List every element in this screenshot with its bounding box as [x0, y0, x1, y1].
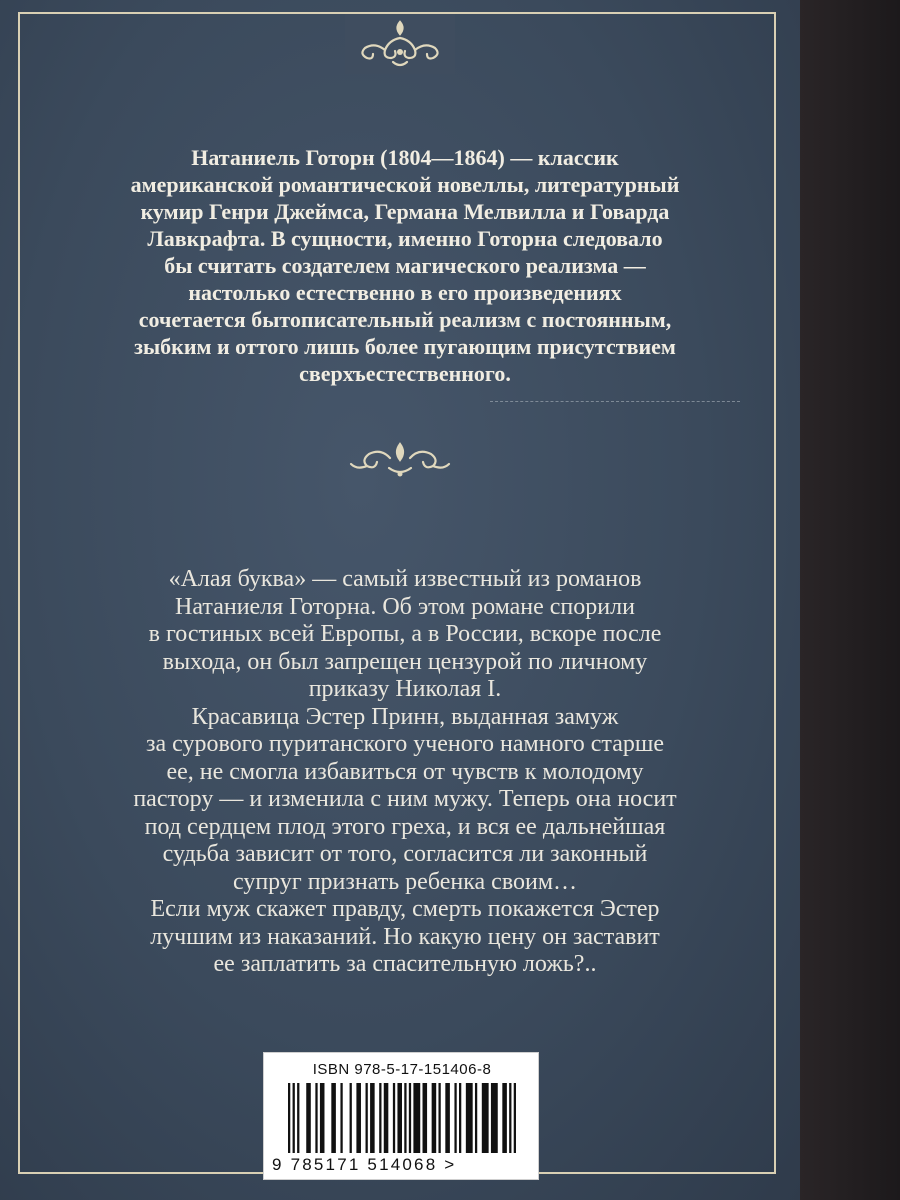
biography-line: Натаниель Готорн (1804—1864) — классик — [191, 145, 619, 170]
barcode-bar — [466, 1083, 473, 1153]
barcode-bar — [514, 1083, 516, 1153]
biography-line: бы считать создателем магического реализма — — [164, 253, 646, 278]
biography-line: зыбким и оттого лишь более пугающим присутствием — [134, 334, 676, 359]
top-ornament — [0, 14, 800, 74]
isbn-label: ISBN 978-5-17-151406-8 — [312, 1061, 492, 1078]
barcode-bar — [297, 1083, 299, 1153]
biography-line: настолько естественно в его произведениях — [188, 280, 622, 305]
annotation-line: выхода, он был запрещен цензурой по личному — [162, 648, 648, 675]
barcode-bar — [413, 1083, 420, 1153]
annotation-line: супруг признать ребенка своим… — [232, 868, 578, 895]
barcode-bar — [350, 1083, 352, 1153]
barcode-bar — [320, 1083, 325, 1153]
barcode-bar — [340, 1083, 342, 1153]
book-annotation — [60, 566, 750, 979]
barcode-icon — [288, 1083, 516, 1153]
author-biography — [60, 144, 750, 387]
barcode-bar — [404, 1083, 406, 1153]
barcode-bar — [438, 1083, 440, 1153]
barcode-bar — [482, 1083, 489, 1153]
barcode-bar — [370, 1083, 375, 1153]
barcode-bar — [475, 1083, 477, 1153]
annotation-line: ее, не смогла избавиться от чувств к молодому — [166, 758, 644, 785]
flourish-ornament-icon — [345, 436, 455, 486]
annotation-line: судьба зависит от того, согласится ли законный — [162, 841, 648, 867]
barcode-bar — [445, 1083, 450, 1153]
biography-line: сверхъестественного. — [299, 361, 511, 386]
barcode-bar — [315, 1083, 317, 1153]
barcode-bar — [502, 1083, 507, 1153]
barcode-bar — [306, 1083, 311, 1153]
barcode-bar — [356, 1083, 361, 1153]
biography-line: кумир Генри Джеймса, Германа Мелвилла и Говарда — [140, 199, 670, 224]
flourish-ornament-icon — [345, 14, 455, 74]
biography-line: Лавкрафта. В сущности, именно Готорна следовало — [147, 226, 663, 251]
barcode-bar — [423, 1083, 428, 1153]
barcode-bar — [509, 1083, 511, 1153]
annotation-line: лучшим из наказаний. Но какую цену он заставит — [150, 923, 660, 950]
annotation-line: Если муж скажет правду, смерть покажется Эстер — [150, 896, 660, 922]
barcode-bar — [379, 1083, 381, 1153]
barcode-bar — [393, 1083, 395, 1153]
annotation-line: приказу Николая I. — [308, 676, 502, 702]
barcode-bar — [491, 1083, 498, 1153]
barcode-bar — [409, 1083, 411, 1153]
annotation-line: «Алая буква» — самый известный из романов — [168, 566, 642, 592]
annotation-line: Красавица Эстер Принн, выданная замуж — [191, 703, 619, 730]
barcode-bar — [384, 1083, 389, 1153]
barcode-bar — [288, 1083, 290, 1153]
middle-ornament — [0, 436, 800, 496]
divider-rule — [490, 401, 740, 402]
barcode-bar — [293, 1083, 295, 1153]
barcode-digits: 9 785171 514068 > — [272, 1155, 457, 1174]
barcode-bar — [366, 1083, 368, 1153]
barcode-bar — [397, 1083, 402, 1153]
barcode-bar — [432, 1083, 437, 1153]
annotation-line: за сурового пуританского ученого намного старше — [146, 731, 664, 757]
isbn-barcode-box — [263, 1052, 539, 1180]
barcode-bar — [331, 1083, 336, 1153]
annotation-line: Натаниеля Готорна. Об этом романе спорили — [175, 593, 635, 620]
biography-line: американской романтической новеллы, литературный — [130, 172, 680, 197]
biography-line: сочетается бытописательный реализм с постоянным, — [138, 307, 672, 332]
annotation-line: пастору — и изменила с ним мужу. Теперь она носит — [133, 786, 677, 812]
barcode-bar — [454, 1083, 456, 1153]
barcode-bar — [459, 1083, 461, 1153]
annotation-line: под сердцем плод этого греха, и вся ее дальнейшая — [144, 813, 666, 840]
annotation-line: ее заплатить за спасительную ложь?.. — [213, 951, 597, 977]
book-spine — [800, 0, 900, 1200]
annotation-line: в гостиных всей Европы, а в России, вскоре после — [148, 621, 662, 647]
